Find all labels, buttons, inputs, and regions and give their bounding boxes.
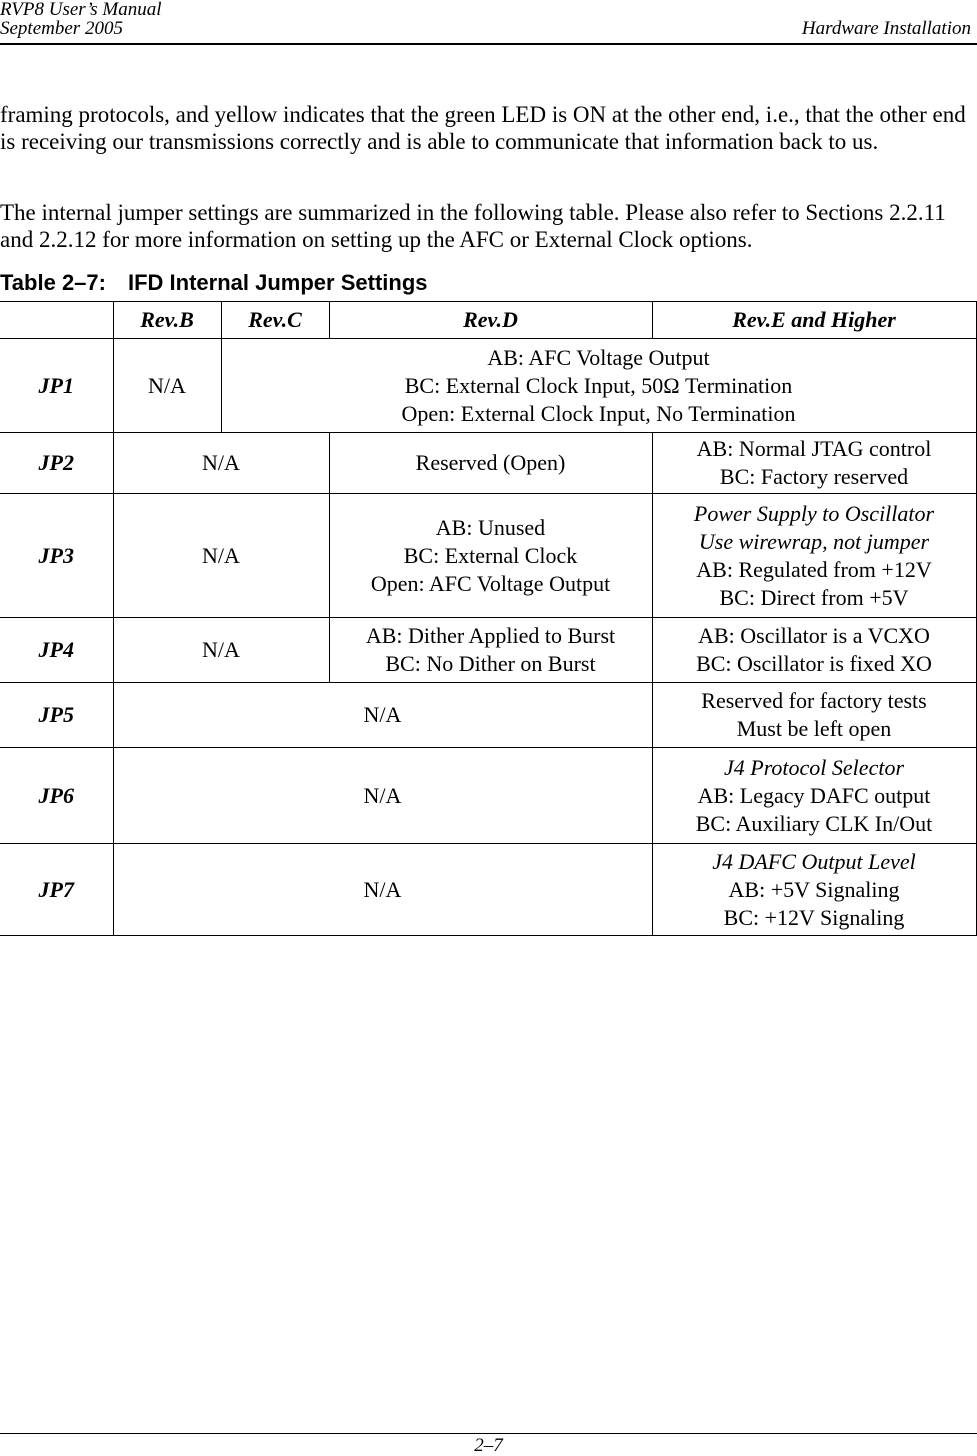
cell-jp2-rev-e [652,433,976,494]
page-number: 2–7 [474,1435,503,1456]
cell-jp2-rev-d: Reserved (Open) [329,433,652,494]
cell-line: AB: AFC Voltage Output [487,344,710,370]
cell-jp7-rev-b-d: N/A [113,844,652,936]
cell-note: J4 DAFC Output Level [712,848,916,874]
row-label: JP7 [0,844,113,936]
cell-line: BC: Direct from +5V [719,584,909,610]
header-rev-e: Rev.E and Higher [652,302,976,339]
jumper-settings-table [0,301,977,936]
cell-line: BC: Auxiliary CLK In/Out [695,810,933,836]
row-label: JP2 [0,433,113,494]
cell-jp2-rev-b-c: N/A [113,433,329,494]
table-row-jp2 [0,433,976,494]
table-caption [0,269,428,297]
cell-line: Must be left open [736,716,892,741]
cell-jp4-rev-b-c: N/A [113,618,329,683]
row-label: JP1 [0,339,113,433]
table-header-row [0,302,976,339]
cell-jp5-rev-e [652,683,976,748]
table-caption-title: IFD Internal Jumper Settings [128,270,428,295]
cell-jp4-rev-d [329,618,652,683]
header-rev-b: Rev.B [113,302,221,339]
footer-rule [0,1433,977,1434]
cell-jp6-rev-b-d: N/A [113,748,652,844]
cell-jp6-rev-e [652,748,976,844]
header-rule [0,43,977,45]
table-row-jp7 [0,844,976,936]
cell-jp1-rev-b: N/A [113,339,221,433]
header-blank [0,302,113,339]
header-rev-d: Rev.D [329,302,652,339]
row-label: JP3 [0,494,113,618]
cell-jp1-rev-c-to-e [221,339,976,433]
cell-line: AB: Oscillator is a VCXO [698,623,930,648]
table-row-jp6 [0,748,976,844]
paragraph-2: The internal jumper settings are summarized in the following table. Please also refer to Sections 2.2.11 and 2.2.12 for more information on setting up the AFC or External Clock options. [0,200,946,252]
cell-jp7-rev-e [652,844,976,936]
cell-note: J4 Protocol Selector [723,754,905,780]
cell-line: AB: Unused [435,514,546,540]
cell-line: BC: No Dither on Burst [385,651,596,676]
manual-title: RVP8 User’s Manual [0,0,162,20]
table-row-jp1 [0,339,976,433]
cell-jp3-rev-e [652,494,976,618]
cell-line: BC: Factory reserved [719,464,909,489]
cell-line: BC: +12V Signaling [723,904,905,930]
row-label: JP6 [0,748,113,844]
manual-date: September 2005 [0,18,123,39]
table-row-jp5 [0,683,976,748]
header-left [0,0,162,38]
table-caption-number: Table 2–7: [0,270,106,295]
cell-note: Use wirewrap, not jumper [698,528,930,554]
header-rev-c: Rev.C [221,302,329,339]
table-row-jp3 [0,494,976,618]
cell-line: BC: External Clock Input, 50Ω Termination [404,372,793,398]
row-label: JP5 [0,683,113,748]
table-row-jp4 [0,618,976,683]
cell-line: Open: External Clock Input, No Termination [401,400,796,426]
cell-line: Open: AFC Voltage Output [370,570,611,596]
cell-jp3-rev-b-c: N/A [113,494,329,618]
cell-jp3-rev-d [329,494,652,618]
cell-note: Power Supply to Oscillator [693,500,935,526]
cell-jp4-rev-e [652,618,976,683]
cell-line: BC: Oscillator is fixed XO [696,651,932,676]
cell-line: AB: +5V Signaling [728,876,900,902]
cell-line: BC: External Clock [403,542,578,568]
cell-jp5-rev-b-d: N/A [113,683,652,748]
cell-line: Reserved for factory tests [701,688,927,713]
cell-line: AB: Normal JTAG control [696,436,932,461]
cell-line: AB: Legacy DAFC output [697,782,931,808]
paragraph-1: framing protocols, and yellow indicates that the green LED is ON at the other end, i.e., that the other end is receiving our transmissions correctly and is able to communicate that information back to us. [0,102,966,154]
cell-line: AB: Dither Applied to Burst [365,623,616,648]
section-title: Hardware Installation [801,18,971,39]
row-label: JP4 [0,618,113,683]
cell-line: AB: Regulated from +12V [696,556,932,582]
